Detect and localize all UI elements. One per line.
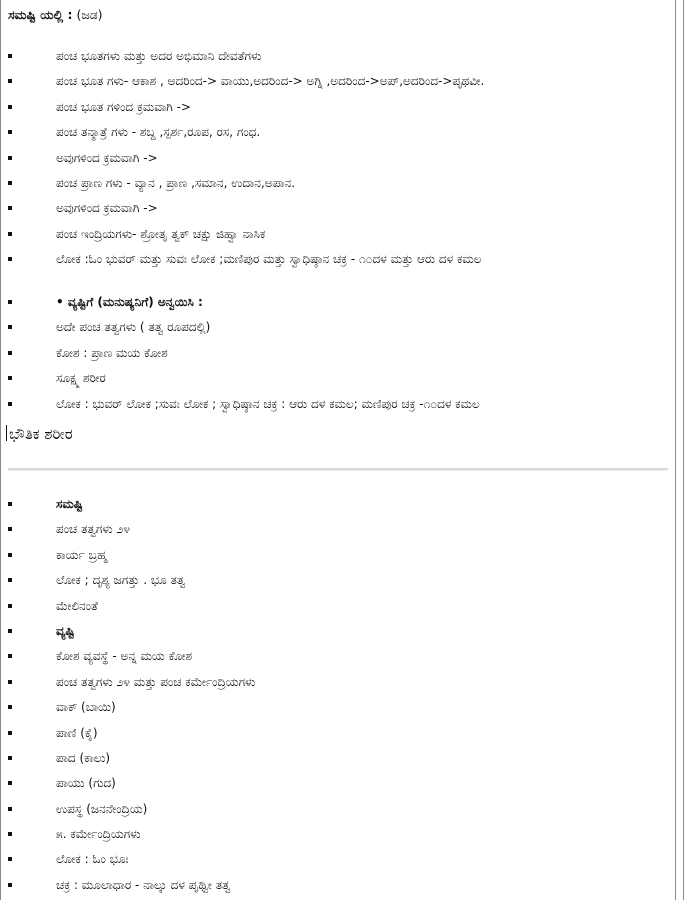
list-item-text: ಪಂಚ ಭೂತ ಗಳು- ಆಕಾಶ , ಅದರಿಂದ-> ವಾಯು,ಅದರಿಂದ-> ಅಗ್ನಿ ,ಅದರಿಂದ->ಅಪ್,ಅದರಿಂದ->ಪೃಥವೀ. <box>56 74 485 89</box>
bullet-icon <box>8 781 12 785</box>
list-item-text: ಪಾಯು (ಗುದ) <box>56 776 116 791</box>
list-item-text: ಅವುಗಳಿಂದ ಕ್ರಮವಾಗಿ -> <box>56 150 158 165</box>
list-item-text: ಸಮಷ್ಟಿ <box>56 497 83 511</box>
scrollbar-track[interactable] <box>683 0 684 900</box>
bullet-icon <box>8 376 12 380</box>
list-item-text: ಪಂಚ ಭೂತ ಗಳಿಂದ ಕ್ರಮವಾಗಿ -> <box>56 99 191 114</box>
list-item-text: ಪಾದ (ಕಾಲು) <box>56 750 111 765</box>
list-item-text: ಅವುಗಳಿಂದ ಕ್ರಮವಾಗಿ -> <box>56 201 158 216</box>
list-item-text: ಪಂಚ ಪ್ರಾಣ ಗಳು - ವ್ಯಾನ , ಪ್ರಾಣ ,ಸಮಾನ, ಉದಾನ,ಅಪಾನ. <box>56 175 296 190</box>
list-item-text: ಲೋಕ : ಓಂ ಭೂಃ <box>56 852 129 867</box>
bullet-icon <box>8 578 12 582</box>
bullet-icon <box>8 232 12 236</box>
list-item-text: ಕಾರ್ಯ ಬ್ರಹ್ಮ <box>56 547 108 562</box>
bullet-icon <box>8 629 12 633</box>
bullet-icon <box>8 883 12 887</box>
bullet-icon <box>8 54 12 58</box>
bullet-icon <box>8 857 12 861</box>
bullet-icon <box>8 502 12 506</box>
list-item-text: ಪಂಚ ಇಂದ್ರಿಯಗಳು- ಶ್ರೋತೃ ತ್ವಕ್ ಚಕ್ಷು ಜಿಹ್ವಾ ನಾಸಿಕ <box>56 226 266 241</box>
text-cursor <box>6 425 7 441</box>
bullet-icon <box>8 680 12 684</box>
bullet-icon <box>8 553 12 557</box>
divider <box>8 468 668 471</box>
bullet-icon <box>8 832 12 836</box>
list-item-text: ಉಪಸ್ಥ (ಜನನೇಂದ್ರಿಯ) <box>56 801 148 816</box>
page-heading <box>8 7 103 23</box>
heading-rest: (ಜಡ) <box>72 7 103 22</box>
list-item-text: ಸೂಕ್ಷ್ಮ ಶರೀರ <box>56 371 106 386</box>
bullet-icon <box>8 527 12 531</box>
subheading: • ವ್ಯಷ್ಟಿಗೆ (ಮನುಷ್ಯನಿಗೆ) ಅನ್ವಯಿಸಿ : <box>56 295 203 309</box>
bullet-icon <box>8 206 12 210</box>
bullet-icon <box>8 654 12 658</box>
list-item-text: ಮೇಲಿನಂತೆ <box>56 598 98 613</box>
list-item-text: ಲೋಕ :ಓಂ ಭುವರ್ ಮತ್ತು ಸುವಃ ಲೋಕ ;ಮಣಿಪುರ ಮತ್ತು ಸ್ವಾಧಿಷ್ಠಾನ ಚಕ್ರ - ೧೦ದಳ ಮತ್ತು ಆರು ದಳ ಕಮಲ <box>56 252 482 267</box>
list-item-text: ಕೋಶ ವ್ಯವಸ್ಥೆ - ಅನ್ನ ಮಯ ಕೋಶ <box>56 649 193 664</box>
section-title-text: ಭೌತಿಕ ಶರೀರ <box>9 425 73 443</box>
bullet-icon <box>8 604 12 608</box>
bullet-icon <box>8 79 12 83</box>
list-item-text: ಪಂಚ ತತ್ವಗಳು ೨೪ ಮತ್ತು ಪಂಚ ಕರ್ಮೇಂದ್ರಿಯಗಳು <box>56 674 256 689</box>
list-item-text: ವಾಕ್ (ಬಾಯಿ) <box>56 700 116 715</box>
bullet-icon <box>8 300 12 304</box>
list-item-text: ಪಾಣಿ (ಕೈ) <box>56 725 98 740</box>
list-item-text: ವ್ಯಷ್ಟಿ <box>56 623 75 638</box>
list-item-text: ಪಂಚ ತನ್ಮಾತ್ರೆ ಗಳು - ಶಬ್ದ ,ಸ್ಪರ್ಶ,ರೂಪ, ರಸ, ಗಂಧ. <box>56 125 261 140</box>
bullet-icon <box>8 807 12 811</box>
bullet-icon <box>8 351 12 355</box>
bullet-icon <box>8 105 12 109</box>
list-item-text: ಚಕ್ರ : ಮೂಲಾಧಾರ - ನಾಲ್ಕು ದಳ ಪೃಥ್ವೀ ತತ್ವ <box>56 877 231 892</box>
bullet-icon <box>8 402 12 406</box>
heading-bold: ಸಮಷ್ಟಿ ಯಲ್ಲಿ : <box>8 7 73 22</box>
list-item-text: ಲೋಕ : ಭುವರ್ ಲೋಕ ;ಸುವಃ ಲೋಕ ; ಸ್ವಾಧಿಷ್ಠಾನ ಚಕ್ರ : ಆರು ದಳ ಕಮಲ; ಮಣಿಪುರ ಚಕ್ರ -೧೦ದಳ ಕಮಲ <box>56 396 480 411</box>
list-item-text: ಕೋಶ : ಪ್ರಾಣ ಮಯ ಕೋಶ <box>56 345 168 360</box>
bullet-icon <box>8 705 12 709</box>
list-item-text: ಲೋಕ ; ದೃಶ್ಯ ಜಗತ್ತು . ಭೂ ತತ್ವ <box>56 573 186 588</box>
list-item-text: ೫. ಕರ್ಮೇಂದ್ರಿಯಗಳು <box>56 827 141 842</box>
list-item-text: ಅದೇ ಪಂಚ ತತ್ವಗಳು ( ತತ್ವ ರೂಪದಲ್ಲಿ) <box>56 320 211 335</box>
bullet-icon <box>8 257 12 261</box>
bullet-icon <box>8 156 12 160</box>
bullet-icon <box>8 181 12 185</box>
bullet-icon <box>8 325 12 329</box>
bullet-icon <box>8 756 12 760</box>
section-title <box>6 424 73 444</box>
list-item-text: ಪಂಚ ತತ್ವಗಳು ೨೪ <box>56 522 130 537</box>
bullet-icon <box>8 130 12 134</box>
list-item-text: ಪಂಚ ಭೂತಗಳು ಮತ್ತು ಅದರ ಅಭಿಮಾನಿ ದೇವತೆಗಳು <box>56 49 262 63</box>
bullet-icon <box>8 731 12 735</box>
